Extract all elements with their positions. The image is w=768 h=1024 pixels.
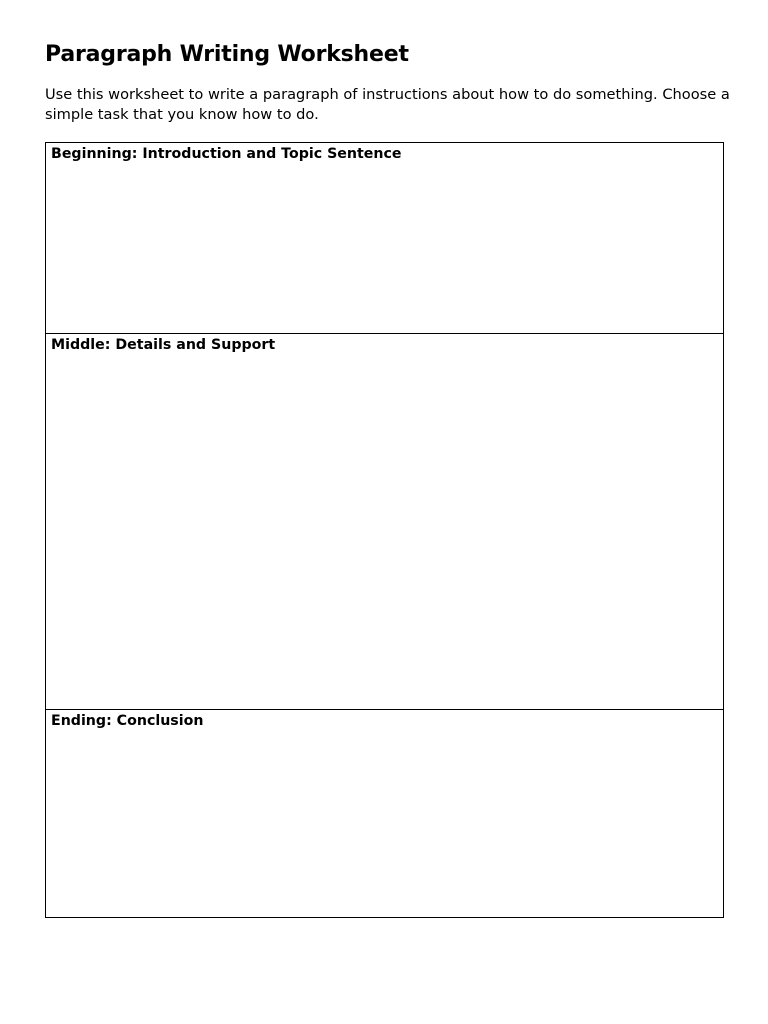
- page-title: Paragraph Writing Worksheet: [45, 42, 409, 67]
- section-label-beginning: Beginning: Introduction and Topic Sentence: [51, 146, 402, 162]
- writing-table: [45, 142, 724, 918]
- section-label-ending: Ending: Conclusion: [51, 713, 204, 729]
- ending-writing-area[interactable]: [46, 734, 723, 917]
- section-label-middle: Middle: Details and Support: [51, 337, 276, 353]
- middle-writing-area[interactable]: [46, 358, 723, 709]
- section-middle: [46, 333, 723, 709]
- instructions-text: Use this worksheet to write a paragraph of instructions about how to do something. Choose a simple task that you know how to do.: [45, 86, 730, 123]
- beginning-writing-area[interactable]: [46, 167, 723, 333]
- section-ending: [46, 709, 723, 917]
- section-beginning: [46, 143, 723, 333]
